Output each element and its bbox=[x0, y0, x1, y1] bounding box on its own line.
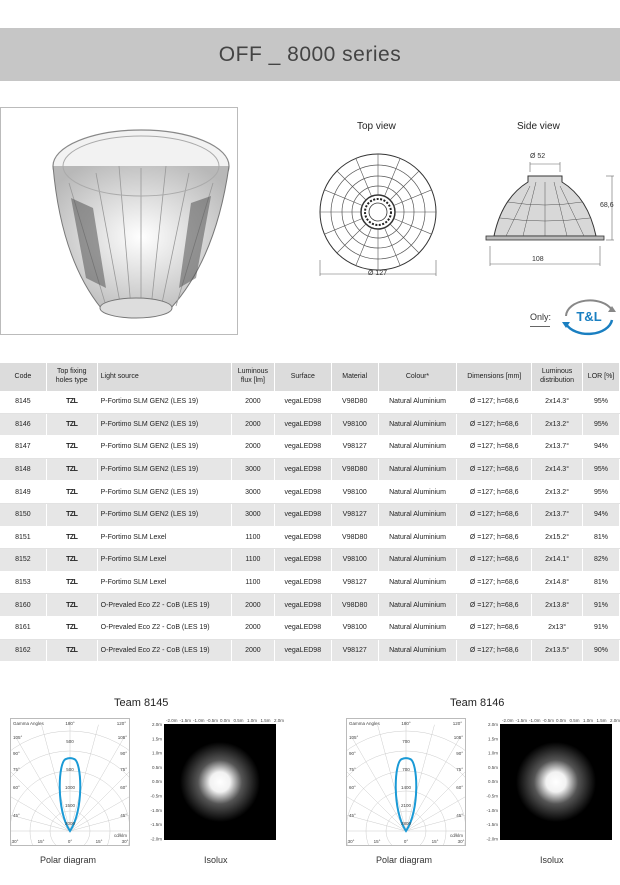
page-title: OFF _ 8000 series bbox=[218, 42, 402, 66]
cell-dims: Ø =127; h=68,6 bbox=[457, 639, 532, 662]
polar-right-angle: 60° bbox=[120, 785, 127, 790]
isolux-left-tick: 1.0m bbox=[487, 750, 498, 756]
col-lor: LOR [%] bbox=[583, 363, 620, 391]
table-row bbox=[0, 571, 620, 594]
polar-value: 700 bbox=[402, 767, 410, 772]
cell-dist: 2x14.3° bbox=[532, 391, 583, 413]
polar-value: 500 bbox=[66, 739, 74, 744]
cell-flux: 2000 bbox=[231, 413, 274, 436]
cell-lor: 94% bbox=[583, 436, 620, 459]
team-title: Team 8146 bbox=[450, 697, 505, 709]
col-code: Code bbox=[0, 363, 46, 391]
polar-right-angle: 75° bbox=[456, 767, 463, 772]
cell-dist: 2x14.1° bbox=[532, 549, 583, 572]
cell-lor: 91% bbox=[583, 594, 620, 617]
col-flux: Luminous flux [lm] bbox=[231, 363, 274, 391]
cell-fix: TZL bbox=[46, 503, 97, 526]
cell-material: V98D80 bbox=[331, 594, 378, 617]
polar-top-angle: 180° bbox=[65, 721, 75, 726]
polar-top-angle: 180° bbox=[401, 721, 411, 726]
isolux-left-tick: 0.0m bbox=[487, 779, 498, 785]
isolux-left-tick: -1.0m bbox=[150, 807, 162, 813]
cell-flux: 1100 bbox=[231, 571, 274, 594]
polar-left-angle: 60° bbox=[13, 785, 20, 790]
side-top-dim: Ø 52 bbox=[530, 153, 546, 160]
cell-dims: Ø =127; h=68,6 bbox=[457, 549, 532, 572]
isolux-top-tick: 0.5m bbox=[569, 718, 580, 723]
polar-left-angle: 75° bbox=[13, 767, 20, 772]
table-row bbox=[0, 549, 620, 572]
isolux-left-tick: 1.0m bbox=[151, 750, 162, 756]
cell-source: P-Fortimo SLM GEN2 (LES 19) bbox=[97, 503, 231, 526]
cell-fix: TZL bbox=[46, 481, 97, 504]
cell-material: V98100 bbox=[331, 549, 378, 572]
cell-surface: vegaLED98 bbox=[274, 458, 331, 481]
cell-fix: TZL bbox=[46, 639, 97, 662]
cell-code: 8153 bbox=[0, 571, 46, 594]
polar-left-angle: 105° bbox=[13, 735, 23, 740]
table-row bbox=[0, 481, 620, 504]
polar-spoke bbox=[15, 736, 70, 831]
polar-bottom-angle: 15° bbox=[95, 839, 103, 844]
polar-unit: cd/klm bbox=[449, 833, 463, 838]
col-source: Light source bbox=[97, 363, 231, 391]
cell-dims: Ø =127; h=68,6 bbox=[457, 458, 532, 481]
side-width-dim: 108 bbox=[532, 256, 544, 263]
polar-right-top-angle: 120° bbox=[452, 721, 462, 726]
only-underline bbox=[530, 326, 550, 327]
cell-colour: Natural Aluminium bbox=[378, 639, 457, 662]
cell-flux: 2000 bbox=[231, 391, 274, 413]
cell-dims: Ø =127; h=68,6 bbox=[457, 616, 532, 639]
col-fixing: Top fixing holes type bbox=[46, 363, 97, 391]
cell-code: 8147 bbox=[0, 436, 46, 459]
logo-text: T&L bbox=[576, 309, 602, 324]
cell-surface: vegaLED98 bbox=[274, 436, 331, 459]
cell-material: V98D80 bbox=[331, 526, 378, 549]
cell-fix: TZL bbox=[46, 594, 97, 617]
isolux-top-tick: 1.0m bbox=[247, 718, 258, 723]
cell-surface: vegaLED98 bbox=[274, 549, 331, 572]
table-row bbox=[0, 639, 620, 662]
polar-value: 1500 bbox=[64, 803, 76, 808]
side-view-label: Side view bbox=[517, 121, 560, 132]
side-height-dim: 68,6 bbox=[600, 202, 614, 209]
isolux-top-tick: 0.0m bbox=[556, 718, 567, 723]
polar-left-angle: 45° bbox=[13, 813, 20, 818]
polar-bottom-angle: 15° bbox=[431, 839, 439, 844]
cell-surface: vegaLED98 bbox=[274, 503, 331, 526]
cell-dist: 2x14.3° bbox=[532, 458, 583, 481]
cell-source: P-Fortimo SLM Lexel bbox=[97, 526, 231, 549]
col-surface: Surface bbox=[274, 363, 331, 391]
cell-material: V98100 bbox=[331, 413, 378, 436]
cell-source: O-Prevaled Eco Z2 - CoB (LES 19) bbox=[97, 594, 231, 617]
cell-lor: 95% bbox=[583, 413, 620, 436]
polar-spoke bbox=[70, 736, 125, 831]
isolux-left-tick: 0.0m bbox=[151, 779, 162, 785]
cell-colour: Natural Aluminium bbox=[378, 503, 457, 526]
cell-colour: Natural Aluminium bbox=[378, 571, 457, 594]
polar-value: 2100 bbox=[400, 803, 412, 808]
isolux-caption: Isolux bbox=[540, 855, 564, 865]
cell-colour: Natural Aluminium bbox=[378, 458, 457, 481]
isolux-top-tick: -0.5m bbox=[542, 718, 555, 723]
cell-fix: TZL bbox=[46, 616, 97, 639]
polar-unit: cd/klm bbox=[113, 833, 127, 838]
only-label: Only: bbox=[530, 312, 552, 322]
table-row bbox=[0, 616, 620, 639]
cell-lor: 82% bbox=[583, 549, 620, 572]
cell-flux: 3000 bbox=[231, 458, 274, 481]
cell-flux: 3000 bbox=[231, 503, 274, 526]
cell-colour: Natural Aluminium bbox=[378, 616, 457, 639]
polar-value: 1400 bbox=[400, 785, 412, 790]
cell-source: P-Fortimo SLM GEN2 (LES 19) bbox=[97, 391, 231, 413]
polar-bottom-angle: 30° bbox=[347, 839, 355, 844]
isolux-left-tick: -1.5m bbox=[150, 822, 162, 828]
cell-dist: 2x14.8° bbox=[532, 571, 583, 594]
polar-right-angle: 105° bbox=[453, 735, 463, 740]
isolux-top-tick: -2.0m bbox=[166, 718, 178, 723]
spec-table bbox=[0, 363, 620, 662]
polar-bottom-angle: 30° bbox=[457, 839, 465, 844]
polar-right-angle: 90° bbox=[120, 751, 127, 756]
cell-material: V98127 bbox=[331, 436, 378, 459]
cell-material: V98D80 bbox=[331, 458, 378, 481]
polar-bottom-angle: 30° bbox=[121, 839, 129, 844]
cell-flux: 2000 bbox=[231, 594, 274, 617]
cell-colour: Natural Aluminium bbox=[378, 526, 457, 549]
polar-left-angle: 90° bbox=[13, 751, 20, 756]
polar-bottom-angle: 0° bbox=[403, 839, 409, 844]
cell-colour: Natural Aluminium bbox=[378, 436, 457, 459]
cell-surface: vegaLED98 bbox=[274, 616, 331, 639]
team-title: Team 8145 bbox=[114, 697, 169, 709]
isolux-left-tick: -2.0m bbox=[486, 836, 498, 842]
polar-bottom-angle: 15° bbox=[373, 839, 381, 844]
cell-lor: 81% bbox=[583, 526, 620, 549]
isolux-left-tick: 0.5m bbox=[487, 764, 498, 770]
polar-header: Gamma Angles bbox=[349, 721, 380, 726]
table-row bbox=[0, 413, 620, 436]
cell-flux: 2000 bbox=[231, 436, 274, 459]
table-row bbox=[0, 526, 620, 549]
cell-dist: 2x13.2° bbox=[532, 481, 583, 504]
tl-logo bbox=[560, 296, 618, 336]
polar-spoke bbox=[406, 736, 461, 831]
cell-surface: vegaLED98 bbox=[274, 413, 331, 436]
cell-surface: vegaLED98 bbox=[274, 594, 331, 617]
cell-dims: Ø =127; h=68,6 bbox=[457, 503, 532, 526]
polar-caption: Polar diagram bbox=[40, 855, 97, 865]
cell-fix: TZL bbox=[46, 549, 97, 572]
isolux-left-tick: -0.5m bbox=[486, 793, 498, 799]
isolux-top-tick: -1.5m bbox=[515, 718, 528, 723]
cell-colour: Natural Aluminium bbox=[378, 549, 457, 572]
cell-material: V98D80 bbox=[331, 391, 378, 413]
cell-surface: vegaLED98 bbox=[274, 526, 331, 549]
cell-flux: 1100 bbox=[231, 549, 274, 572]
polar-spoke bbox=[406, 725, 434, 831]
table-row bbox=[0, 594, 620, 617]
isolux-top-tick: 2.0m bbox=[610, 718, 620, 723]
isolux-left-tick: 2.0m bbox=[487, 722, 498, 727]
table-row bbox=[0, 391, 620, 413]
polar-header: Gamma Angles bbox=[13, 721, 44, 726]
cell-code: 8160 bbox=[0, 594, 46, 617]
cell-dist: 2x13° bbox=[532, 616, 583, 639]
cell-code: 8149 bbox=[0, 481, 46, 504]
table-row bbox=[0, 436, 620, 459]
cell-material: V98100 bbox=[331, 481, 378, 504]
col-distribution: Luminous distribution bbox=[532, 363, 583, 391]
cell-surface: vegaLED98 bbox=[274, 571, 331, 594]
polar-right-angle: 75° bbox=[120, 767, 127, 772]
isolux-left-tick: 1.5m bbox=[487, 736, 498, 742]
cell-code: 8162 bbox=[0, 639, 46, 662]
polar-right-angle: 45° bbox=[120, 813, 127, 818]
cell-lor: 91% bbox=[583, 616, 620, 639]
polar-right-angle: 105° bbox=[117, 735, 127, 740]
cell-colour: Natural Aluminium bbox=[378, 413, 457, 436]
cell-material: V98127 bbox=[331, 571, 378, 594]
cell-fix: TZL bbox=[46, 436, 97, 459]
cell-dims: Ø =127; h=68,6 bbox=[457, 571, 532, 594]
cell-material: V98100 bbox=[331, 616, 378, 639]
cell-source: P-Fortimo SLM GEN2 (LES 19) bbox=[97, 413, 231, 436]
cell-code: 8146 bbox=[0, 413, 46, 436]
cell-lor: 95% bbox=[583, 391, 620, 413]
polar-value: 2800 bbox=[400, 821, 412, 826]
polar-diagram bbox=[346, 718, 466, 846]
polar-left-angle: 75° bbox=[349, 767, 356, 772]
cell-colour: Natural Aluminium bbox=[378, 594, 457, 617]
isolux-left-tick: -1.0m bbox=[486, 807, 498, 813]
cell-lor: 95% bbox=[583, 481, 620, 504]
cell-dist: 2x13.8° bbox=[532, 594, 583, 617]
isolux-top-tick: 2.0m bbox=[274, 718, 285, 723]
isolux-top-tick: 0.5m bbox=[233, 718, 244, 723]
cell-source: P-Fortimo SLM Lexel bbox=[97, 571, 231, 594]
cell-source: P-Fortimo SLM Lexel bbox=[97, 549, 231, 572]
isolux-top-tick: -1.5m bbox=[179, 718, 192, 723]
col-colour: Colour* bbox=[378, 363, 457, 391]
isolux-top-tick: 1.0m bbox=[583, 718, 594, 723]
isolux-top-tick: 1.5m bbox=[260, 718, 271, 723]
table-row bbox=[0, 458, 620, 481]
polar-bottom-angle: 30° bbox=[11, 839, 19, 844]
cell-source: P-Fortimo SLM GEN2 (LES 19) bbox=[97, 481, 231, 504]
isolux-top-tick: -0.5m bbox=[206, 718, 219, 723]
cell-flux: 1100 bbox=[231, 526, 274, 549]
cell-surface: vegaLED98 bbox=[274, 481, 331, 504]
cell-fix: TZL bbox=[46, 526, 97, 549]
table-row bbox=[0, 503, 620, 526]
cell-material: V98127 bbox=[331, 639, 378, 662]
cell-dist: 2x13.7° bbox=[532, 503, 583, 526]
cell-code: 8161 bbox=[0, 616, 46, 639]
top-view-label: Top view bbox=[357, 121, 396, 132]
cell-surface: vegaLED98 bbox=[274, 391, 331, 413]
page-header bbox=[0, 28, 620, 81]
cell-lor: 81% bbox=[583, 571, 620, 594]
polar-bottom-angle: 15° bbox=[37, 839, 45, 844]
isolux-left-tick: -0.5m bbox=[150, 793, 162, 799]
cell-source: P-Fortimo SLM GEN2 (LES 19) bbox=[97, 436, 231, 459]
cell-dist: 2x13.2° bbox=[532, 413, 583, 436]
polar-spoke bbox=[70, 725, 98, 831]
cell-dims: Ø =127; h=68,6 bbox=[457, 391, 532, 413]
cell-code: 8150 bbox=[0, 503, 46, 526]
isolux-top-tick: -2.0m bbox=[502, 718, 514, 723]
cell-code: 8151 bbox=[0, 526, 46, 549]
isolux-caption: Isolux bbox=[204, 855, 228, 865]
polar-value: 500 bbox=[66, 767, 74, 772]
cell-dims: Ø =127; h=68,6 bbox=[457, 481, 532, 504]
polar-value: 700 bbox=[402, 739, 410, 744]
polar-spoke bbox=[351, 736, 406, 831]
isolux-top-tick: 0.0m bbox=[220, 718, 231, 723]
table-header-row bbox=[0, 363, 620, 391]
isolux-top-tick: 1.5m bbox=[596, 718, 607, 723]
cell-fix: TZL bbox=[46, 458, 97, 481]
polar-right-top-angle: 120° bbox=[116, 721, 126, 726]
cell-colour: Natural Aluminium bbox=[378, 481, 457, 504]
cell-dims: Ø =127; h=68,6 bbox=[457, 594, 532, 617]
isolux-spot bbox=[180, 742, 260, 822]
isolux-left-tick: -2.0m bbox=[150, 836, 162, 842]
polar-left-angle: 105° bbox=[349, 735, 359, 740]
isolux-left-tick: 1.5m bbox=[151, 736, 162, 742]
polar-right-angle: 60° bbox=[456, 785, 463, 790]
cell-source: O-Prevaled Eco Z2 - CoB (LES 19) bbox=[97, 639, 231, 662]
polar-caption: Polar diagram bbox=[376, 855, 433, 865]
isolux-diagram bbox=[484, 716, 620, 844]
isolux-left-tick: 2.0m bbox=[151, 722, 162, 727]
isolux-left-tick: 0.5m bbox=[151, 764, 162, 770]
col-dimensions: Dimensions [mm] bbox=[457, 363, 532, 391]
cell-dist: 2x13.5° bbox=[532, 639, 583, 662]
cell-surface: vegaLED98 bbox=[274, 639, 331, 662]
polar-left-angle: 45° bbox=[349, 813, 356, 818]
col-material: Material bbox=[331, 363, 378, 391]
isolux-top-tick: -1.0m bbox=[529, 718, 541, 723]
cell-dist: 2x15.2° bbox=[532, 526, 583, 549]
cell-lor: 90% bbox=[583, 639, 620, 662]
cell-dims: Ø =127; h=68,6 bbox=[457, 526, 532, 549]
polar-bottom-angle: 0° bbox=[67, 839, 73, 844]
cell-dims: Ø =127; h=68,6 bbox=[457, 413, 532, 436]
cell-lor: 95% bbox=[583, 458, 620, 481]
cell-colour: Natural Aluminium bbox=[378, 391, 457, 413]
cell-flux: 3000 bbox=[231, 481, 274, 504]
isolux-diagram bbox=[148, 716, 298, 844]
top-diameter-label: Ø 127 bbox=[368, 270, 388, 277]
isolux-spot bbox=[516, 742, 596, 822]
top-view-drawing bbox=[312, 150, 450, 282]
cell-source: P-Fortimo SLM GEN2 (LES 19) bbox=[97, 458, 231, 481]
polar-diagram bbox=[10, 718, 130, 846]
cell-code: 8145 bbox=[0, 391, 46, 413]
polar-left-angle: 90° bbox=[349, 751, 356, 756]
product-photo bbox=[0, 107, 238, 335]
polar-right-angle: 90° bbox=[456, 751, 463, 756]
cell-fix: TZL bbox=[46, 571, 97, 594]
cell-material: V98127 bbox=[331, 503, 378, 526]
polar-right-angle: 45° bbox=[456, 813, 463, 818]
cell-fix: TZL bbox=[46, 391, 97, 413]
polar-left-angle: 60° bbox=[349, 785, 356, 790]
side-view-drawing bbox=[478, 158, 618, 270]
cell-source: O-Prevaled Eco Z2 - CoB (LES 19) bbox=[97, 616, 231, 639]
polar-value: 2000 bbox=[64, 821, 76, 826]
cell-code: 8152 bbox=[0, 549, 46, 572]
isolux-left-tick: -1.5m bbox=[486, 822, 498, 828]
cell-dist: 2x13.7° bbox=[532, 436, 583, 459]
isolux-top-tick: -1.0m bbox=[193, 718, 205, 723]
cell-lor: 94% bbox=[583, 503, 620, 526]
polar-value: 1000 bbox=[64, 785, 76, 790]
cell-flux: 2000 bbox=[231, 639, 274, 662]
cell-flux: 2000 bbox=[231, 616, 274, 639]
cell-code: 8148 bbox=[0, 458, 46, 481]
cell-fix: TZL bbox=[46, 413, 97, 436]
cell-dims: Ø =127; h=68,6 bbox=[457, 436, 532, 459]
